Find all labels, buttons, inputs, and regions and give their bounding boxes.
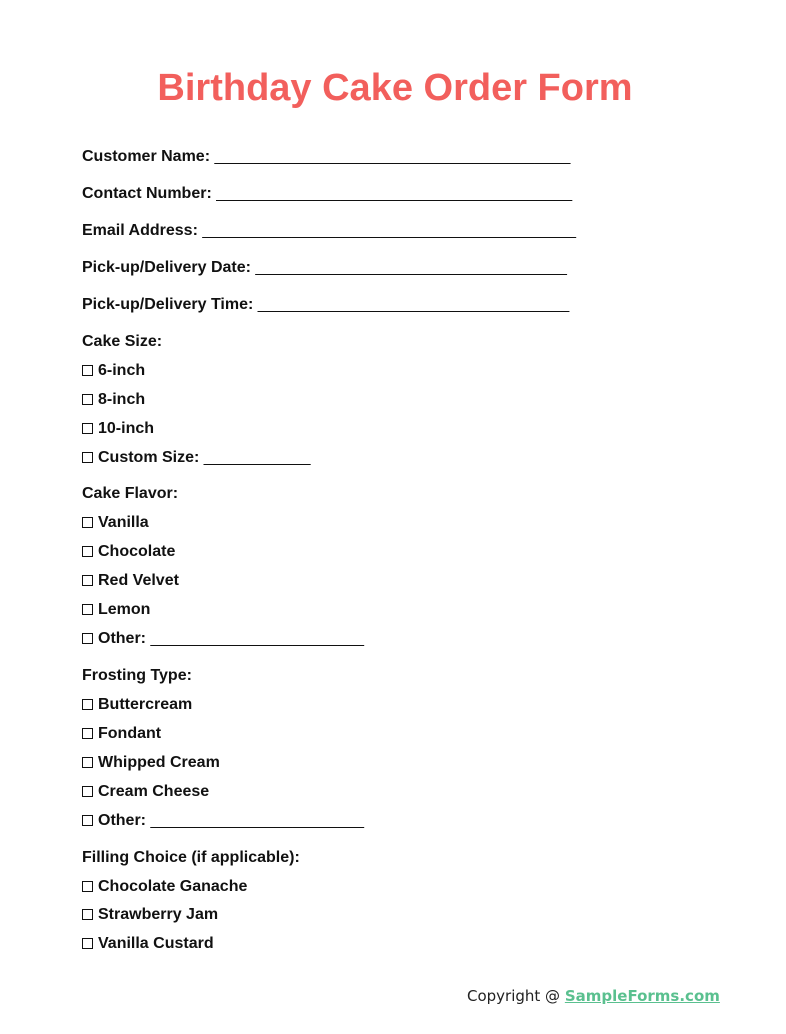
option-label: Buttercream xyxy=(98,696,193,713)
option-label: Other: xyxy=(98,812,146,829)
option-cream-cheese[interactable] xyxy=(82,782,209,802)
option-label: Vanilla xyxy=(98,514,149,531)
option-8-inch[interactable] xyxy=(82,390,145,410)
option-label: 10-inch xyxy=(98,420,155,437)
checkbox-icon[interactable] xyxy=(82,881,93,892)
option-strawberry-jam[interactable] xyxy=(82,905,218,925)
option-custom-size[interactable] xyxy=(82,448,311,468)
pickup-time-label: Pick-up/Delivery Time: xyxy=(82,296,254,313)
contact-number-blank[interactable]: ________________________________________ xyxy=(216,185,573,202)
option-label: Custom Size: xyxy=(98,449,200,466)
option-10-inch[interactable] xyxy=(82,419,154,439)
option-label: Vanilla Custard xyxy=(98,935,214,952)
option-label: Lemon xyxy=(98,601,151,618)
frosting-other-blank[interactable]: ________________________ xyxy=(150,812,365,829)
option-label: Chocolate xyxy=(98,543,176,560)
checkbox-icon[interactable] xyxy=(82,633,93,644)
option-flavor-other[interactable] xyxy=(82,629,364,649)
customer-name-field[interactable] xyxy=(82,147,570,167)
checkbox-icon[interactable] xyxy=(82,728,93,739)
copyright-text: Copyright @ xyxy=(467,987,565,1005)
pickup-time-blank[interactable]: ___________________________________ xyxy=(257,296,570,313)
pickup-time-field[interactable] xyxy=(82,295,569,315)
checkbox-icon[interactable] xyxy=(82,517,93,528)
checkbox-icon[interactable] xyxy=(82,423,93,434)
checkbox-icon[interactable] xyxy=(82,604,93,615)
cake-flavor-heading: Cake Flavor: xyxy=(82,485,179,502)
checkbox-icon[interactable] xyxy=(82,757,93,768)
checkbox-icon[interactable] xyxy=(82,786,93,797)
custom-size-blank[interactable]: ____________ xyxy=(203,449,311,466)
pickup-date-label: Pick-up/Delivery Date: xyxy=(82,259,251,276)
checkbox-icon[interactable] xyxy=(82,575,93,586)
option-label: Chocolate Ganache xyxy=(98,878,248,895)
option-label: Other: xyxy=(98,630,146,647)
option-6-inch[interactable] xyxy=(82,361,145,381)
option-whipped-cream[interactable] xyxy=(82,753,220,773)
option-label: Fondant xyxy=(98,725,162,742)
pickup-date-blank[interactable]: ___________________________________ xyxy=(255,259,567,276)
customer-name-blank[interactable]: ________________________________________ xyxy=(214,148,571,165)
option-chocolate[interactable] xyxy=(82,542,175,562)
customer-name-label: Customer Name: xyxy=(82,148,211,165)
option-vanilla-custard[interactable] xyxy=(82,934,214,954)
copyright-footer xyxy=(467,987,720,1005)
contact-number-label: Contact Number: xyxy=(82,185,212,202)
frosting-type-heading: Frosting Type: xyxy=(82,667,192,684)
checkbox-icon[interactable] xyxy=(82,546,93,557)
checkbox-icon[interactable] xyxy=(82,909,93,920)
option-chocolate-ganache[interactable] xyxy=(82,877,247,897)
option-red-velvet[interactable] xyxy=(82,571,179,591)
checkbox-icon[interactable] xyxy=(82,938,93,949)
checkbox-icon[interactable] xyxy=(82,365,93,376)
email-address-label: Email Address: xyxy=(82,222,198,239)
pickup-date-field[interactable] xyxy=(82,258,567,278)
option-label: 8-inch xyxy=(98,391,146,408)
contact-number-field[interactable] xyxy=(82,184,572,204)
checkbox-icon[interactable] xyxy=(82,815,93,826)
email-address-field[interactable] xyxy=(82,221,576,241)
page-title: Birthday Cake Order Form xyxy=(157,67,633,109)
flavor-other-blank[interactable]: ________________________ xyxy=(150,630,365,647)
filling-choice-heading: Filling Choice (if applicable): xyxy=(82,849,300,866)
option-label: 6-inch xyxy=(98,362,146,379)
option-label: Red Velvet xyxy=(98,572,179,589)
sampleforms-link[interactable]: SampleForms.com xyxy=(564,987,720,1005)
option-label: Whipped Cream xyxy=(98,754,220,771)
option-label: Cream Cheese xyxy=(98,783,210,800)
cake-size-heading: Cake Size: xyxy=(82,333,163,350)
checkbox-icon[interactable] xyxy=(82,699,93,710)
option-fondant[interactable] xyxy=(82,724,161,744)
checkbox-icon[interactable] xyxy=(82,394,93,405)
option-label: Strawberry Jam xyxy=(98,906,219,923)
option-frosting-other[interactable] xyxy=(82,811,364,831)
option-buttercream[interactable] xyxy=(82,695,192,715)
option-vanilla[interactable] xyxy=(82,513,149,533)
checkbox-icon[interactable] xyxy=(82,452,93,463)
email-address-blank[interactable]: __________________________________________ xyxy=(202,222,577,239)
option-lemon[interactable] xyxy=(82,600,150,620)
